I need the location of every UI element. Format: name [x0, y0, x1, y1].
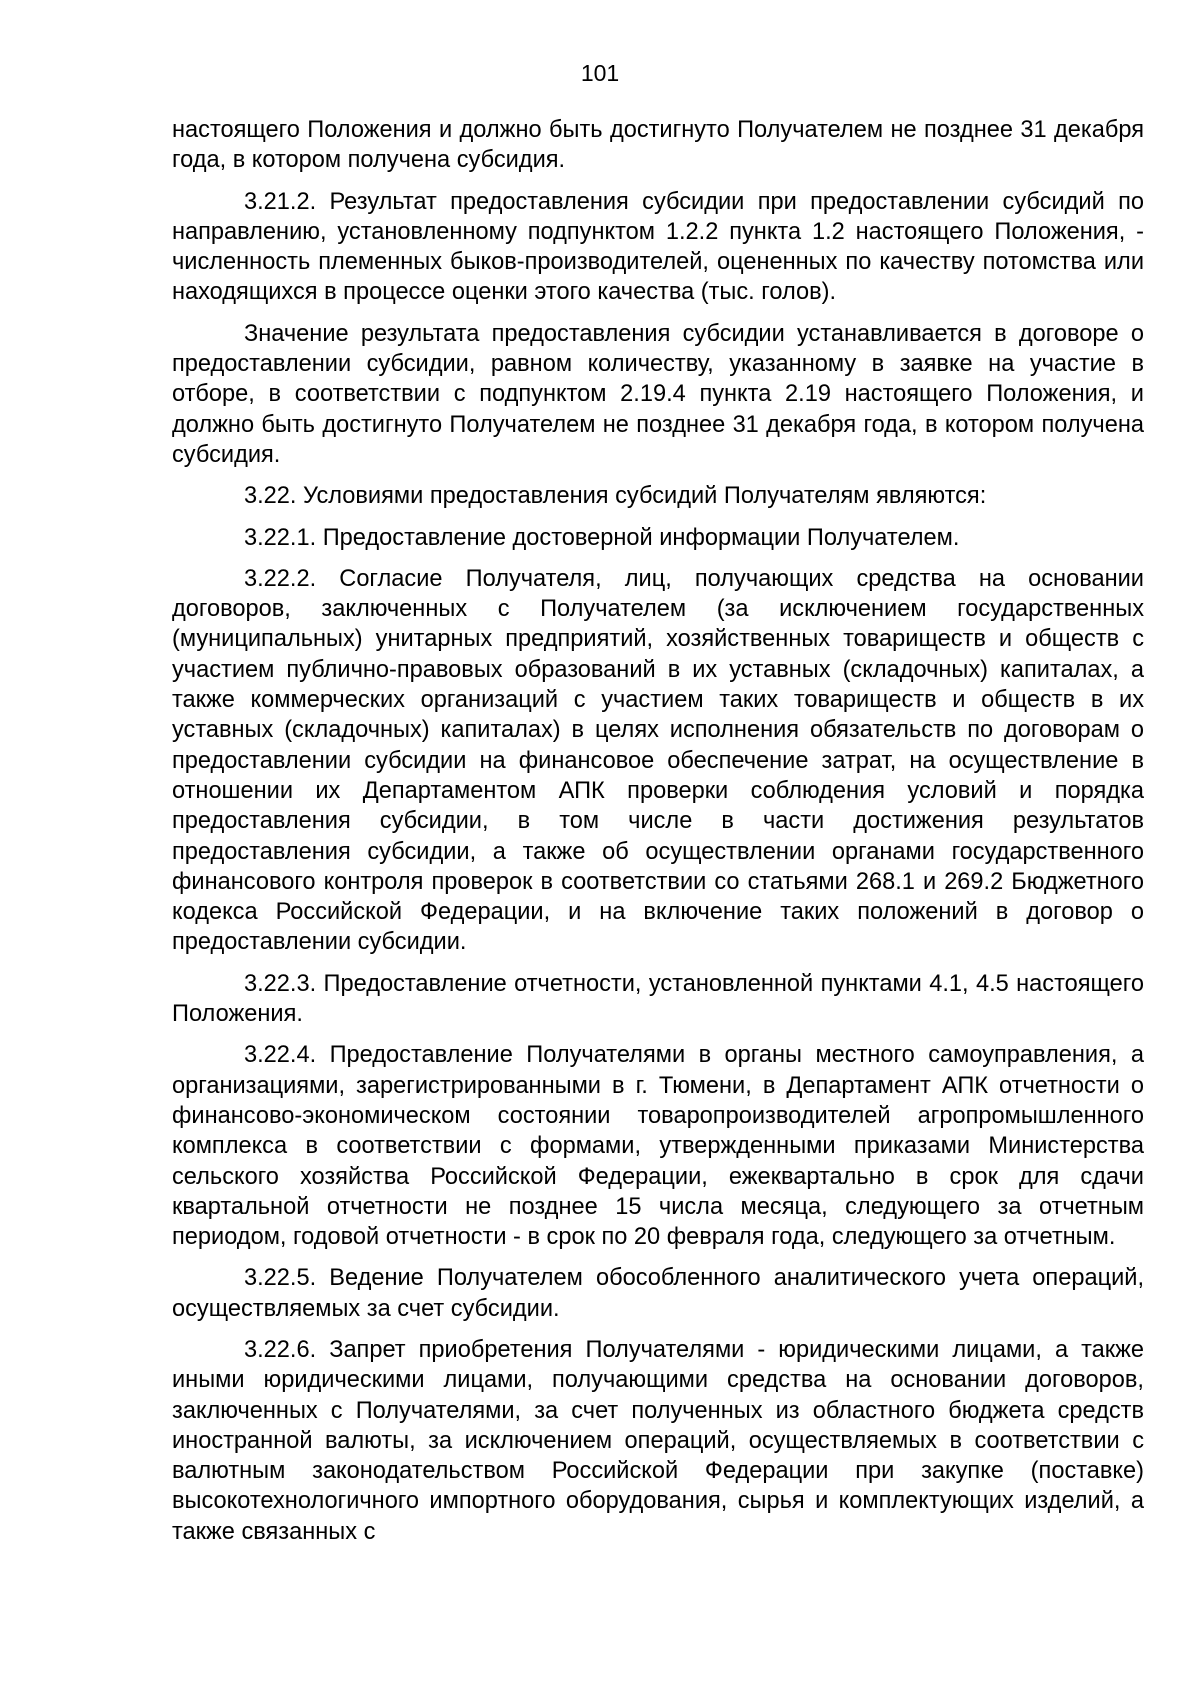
paragraph-3-22-3: 3.22.3. Предоставление отчетности, установленной пунктами 4.1, 4.5 настоящего Положения.: [172, 970, 1144, 1028]
paragraph-3-22-4: 3.22.4. Предоставление Получателями в органы местного самоуправления, а организациями, зарегистрированными в г. Тюмени, в Департамент АПК отчетности о финансово-экономическом состоянии товаропроизводителей агропромышленного комплекса в соответствии с формами, утвержденными приказами Министерства сельского хозяйства Российской Федерации, ежеквартально в срок для сдачи квартальной отчетности не позднее 15 числа месяца, следующего за отчетным периодом, годовой отчетности - в срок по 20 февраля года, следующего за отчетным.: [172, 1042, 1144, 1251]
paragraph-3-21-2: 3.21.2. Результат предоставления субсидии при предоставлении субсидий по направлению, установленному подпунктом 1.2.2 пункта 1.2 настоящего Положения, - численность племенных быков-производителей, оцененных по качеству потомства или находящихся в процессе оценки этого качества (тыс. голов).: [172, 188, 1144, 306]
page-number: 101: [580, 60, 620, 86]
paragraph-continuation: настоящего Положения и должно быть достигнуто Получателем не позднее 31 декабря года, в котором получена субсидия.: [172, 117, 1144, 174]
document-body: [172, 115, 1144, 1558]
paragraph-3-22-5: 3.22.5. Ведение Получателем обособленного аналитического учета операций, осуществляемых за счет субсидии.: [172, 1265, 1144, 1322]
paragraph-3-22-6: 3.22.6. Запрет приобретения Получателями - юридическими лицами, а также иными юридическими лицами, получающими средства на основании договоров, заключенных с Получателями, за счет полученных из областного бюджета средств иностранной валюты, за исключением операций, осуществляемых в соответствии с валютным законодательством Российской Федерации при закупке (поставке) высокотехнологичного импортного оборудования, сырья и комплектующих изделий, а также связанных с: [172, 1336, 1144, 1545]
paragraph-result-value: Значение результата предоставления субсидии устанавливается в договоре о предоставлении субсидии, равном количеству, указанному в заявке на участие в отборе, в соответствии с подпунктом 2.19.4 пункта 2.19 настоящего Положения, и должно быть достигнуто Получателем не позднее 31 декабря года, в котором получена субсидия.: [172, 320, 1144, 468]
paragraph-3-22-2: 3.22.2. Согласие Получателя, лиц, получающих средства на основании договоров, заключенных с Получателем (за исключением государственных (муниципальных) унитарных предприятий, хозяйственных товариществ и обществ с участием публично-правовых образований в их уставных (складочных) капиталах, а также коммерческих организаций с участием таких товариществ и обществ в их уставных (складочных) капиталах) в целях исполнения обязательств по договорам о предоставлении субсидии на финансовое обеспечение затрат, на осуществление в отношении их Департаментом АПК проверки соблюдения условий и порядка предоставления субсидии, в том числе в части достижения результатов предоставления субсидии, а также об осуществлении органами государственного финансового контроля проверок в соответствии со статьями 268.1 и 269.2 Бюджетного кодекса Российской Федерации, и на включение таких положений в договор о предоставлении субсидии.: [172, 565, 1144, 956]
paragraph-3-22: 3.22. Условиями предоставления субсидий Получателям являются:: [244, 483, 987, 510]
paragraph-3-22-1: 3.22.1. Предоставление достоверной информации Получателем.: [244, 524, 960, 551]
